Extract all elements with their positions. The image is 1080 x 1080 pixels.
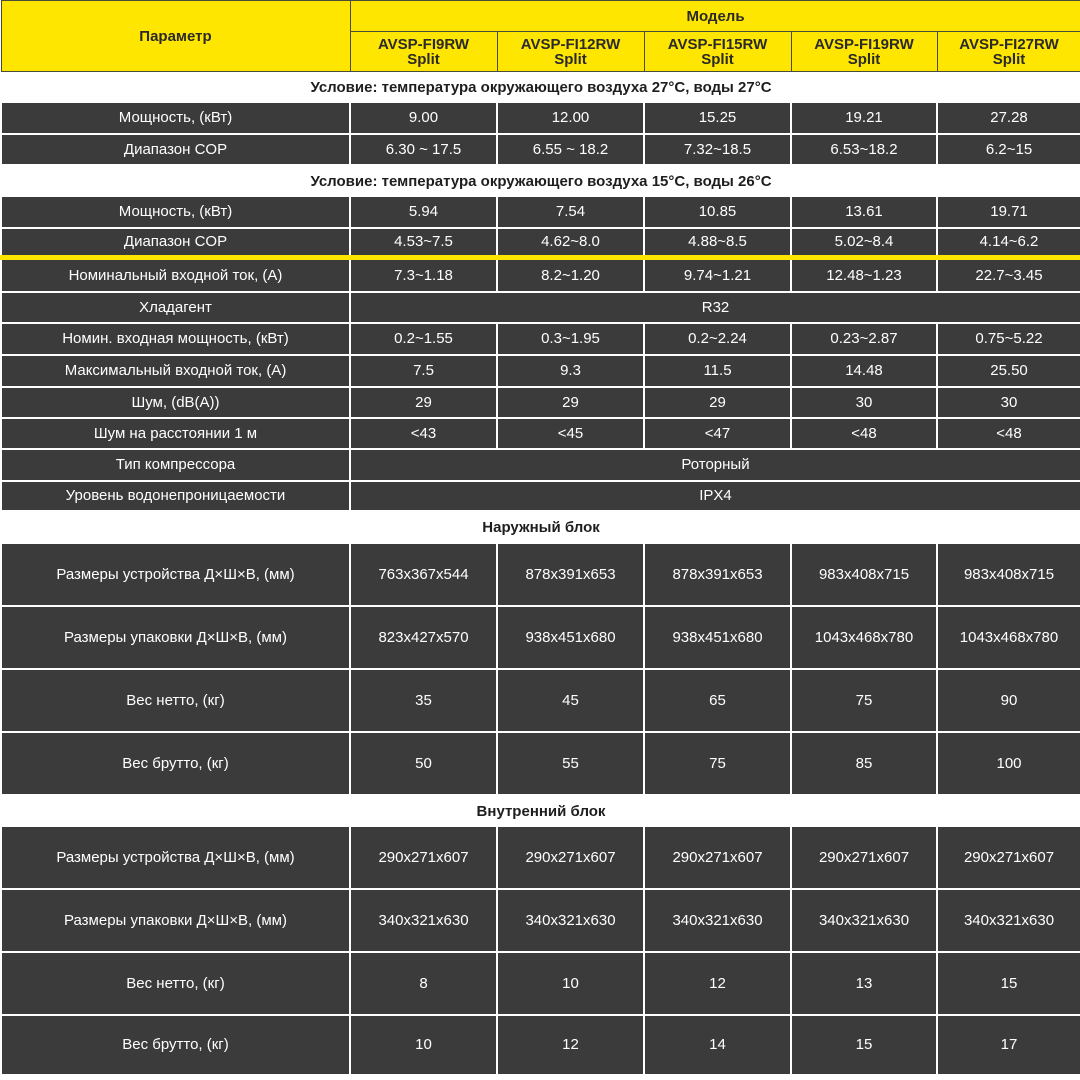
row-label: Диапазон COP [1,134,350,165]
model-column-header [644,32,791,72]
cell-value: 30 [937,387,1080,418]
merged-cell-value: Роторный [350,449,1080,481]
cell-value: <48 [937,418,1080,449]
cell-value: 823x427x570 [350,606,497,669]
cell-value: 6.2~15 [937,134,1080,165]
merged-cell-value: R32 [350,292,1080,323]
cell-value: 85 [791,732,937,795]
cell-value: 10 [350,1015,497,1075]
table-row [1,669,1080,732]
cell-value: 7.3~1.18 [350,258,497,292]
table-row [1,134,1080,165]
model-column-header [497,32,644,72]
row-label: Размеры устройства Д×Ш×В, (мм) [1,827,350,889]
model-name: AVSP-FI9RW [377,35,470,53]
model-type: Split [701,50,734,68]
row-label: Размеры устройства Д×Ш×В, (мм) [1,544,350,606]
table-row [1,355,1080,387]
cell-value: 100 [937,732,1080,795]
cell-value: 30 [791,387,937,418]
cell-value: <45 [497,418,644,449]
cell-value: 5.02~8.4 [791,228,937,258]
row-label: Мощность, (кВт) [1,103,350,134]
cell-value: 19.21 [791,103,937,134]
cell-value: 15 [937,952,1080,1015]
table-row [1,387,1080,418]
cell-value: 7.32~18.5 [644,134,791,165]
cell-value: 13.61 [791,197,937,228]
row-label: Мощность, (кВт) [1,197,350,228]
cell-value: 65 [644,669,791,732]
cell-value: 14.48 [791,355,937,387]
row-label: Вес нетто, (кг) [1,952,350,1015]
cell-value: 4.88~8.5 [644,228,791,258]
model-type: Split [407,50,440,68]
cell-value: 6.53~18.2 [791,134,937,165]
row-label: Максимальный входной ток, (А) [1,355,350,387]
cell-value: 75 [791,669,937,732]
cell-value: 878x391x653 [644,544,791,606]
table-row [1,481,1080,511]
cell-value: 0.2~1.55 [350,323,497,355]
model-type: Split [847,50,881,68]
cell-value: 0.3~1.95 [497,323,644,355]
indoor-section-title: Внутренний блок [1,795,1080,827]
table-row [1,292,1080,323]
cell-value: 290x271x607 [350,827,497,889]
cell-value: <43 [350,418,497,449]
cell-value: 290x271x607 [937,827,1080,889]
row-label: Шум, (dB(A)) [1,387,350,418]
cell-value: 12.00 [497,103,644,134]
cell-value: 12 [497,1015,644,1075]
table-row [1,889,1080,952]
table-row [1,1015,1080,1075]
cell-value: 55 [497,732,644,795]
cell-value: 938x451x680 [644,606,791,669]
cell-value: 7.5 [350,355,497,387]
model-name: AVSP-FI19RW [814,35,914,53]
model-column-header [350,32,497,72]
cell-value: 983x408x715 [937,544,1080,606]
model-name: AVSP-FI12RW [520,35,621,53]
table-row [1,606,1080,669]
table-row [1,228,1080,258]
cell-value: <48 [791,418,937,449]
row-label: Вес брутто, (кг) [1,1015,350,1075]
model-name: AVSP-FI15RW [667,35,768,53]
model-name: AVSP-FI27RW [959,35,1059,53]
cell-value: 14 [644,1015,791,1075]
table-row [1,103,1080,134]
row-label: Номин. входная мощность, (кВт) [1,323,350,355]
cell-value: 10 [497,952,644,1015]
model-header: Модель [350,1,1080,32]
cell-value: 290x271x607 [497,827,644,889]
condition-title-1: Условие: температура окружающего воздуха 27°C, воды 27°C [1,72,1080,103]
cell-value: 11.5 [644,355,791,387]
row-label: Номинальный входной ток, (А) [1,258,350,292]
row-label: Тип компрессора [1,449,350,481]
table-row [1,197,1080,228]
cell-value: 4.14~6.2 [937,228,1080,258]
cell-value: 1043x468x780 [791,606,937,669]
cell-value: 29 [497,387,644,418]
cell-value: 45 [497,669,644,732]
table-row [1,732,1080,795]
cell-value: 340x321x630 [644,889,791,952]
cell-value: 7.54 [497,197,644,228]
cell-value: 290x271x607 [644,827,791,889]
cell-value: 9.74~1.21 [644,258,791,292]
condition-title-2: Условие: температура окружающего воздуха 15°C, воды 26°C [1,165,1080,197]
cell-value: 290x271x607 [791,827,937,889]
param-header: Параметр [1,1,350,72]
outdoor-section-title: Наружный блок [1,511,1080,544]
model-column-header [937,32,1080,72]
table-row [1,544,1080,606]
cell-value: 763x367x544 [350,544,497,606]
cell-value: 90 [937,669,1080,732]
cell-value: 340x321x630 [937,889,1080,952]
cell-value: 15 [791,1015,937,1075]
cell-value: 12 [644,952,791,1015]
cell-value: 29 [350,387,497,418]
cell-value: 8.2~1.20 [497,258,644,292]
cell-value: 983x408x715 [791,544,937,606]
cell-value: 17 [937,1015,1080,1075]
model-type: Split [992,50,1026,68]
cell-value: 340x321x630 [350,889,497,952]
row-label: Вес брутто, (кг) [1,732,350,795]
cell-value: 0.75~5.22 [937,323,1080,355]
cell-value: 5.94 [350,197,497,228]
cell-value: 6.55 ~ 18.2 [497,134,644,165]
cell-value: 0.23~2.87 [791,323,937,355]
table-row [1,827,1080,889]
cell-value: 22.7~3.45 [937,258,1080,292]
row-label: Размеры упаковки Д×Ш×В, (мм) [1,606,350,669]
cell-value: 340x321x630 [791,889,937,952]
cell-value: 9.00 [350,103,497,134]
cell-value: 8 [350,952,497,1015]
row-label: Уровень водонепроницаемости [1,481,350,511]
cell-value: 6.30 ~ 17.5 [350,134,497,165]
cell-value: 75 [644,732,791,795]
row-label: Диапазон COP [1,228,350,258]
cell-value: 13 [791,952,937,1015]
table-row [1,258,1080,292]
table-row [1,449,1080,481]
row-label: Размеры упаковки Д×Ш×В, (мм) [1,889,350,952]
table-row [1,952,1080,1015]
cell-value: 10.85 [644,197,791,228]
table-row [1,418,1080,449]
cell-value: 9.3 [497,355,644,387]
cell-value: 0.2~2.24 [644,323,791,355]
cell-value: 1043x468x780 [937,606,1080,669]
table-row [1,323,1080,355]
cell-value: 4.53~7.5 [350,228,497,258]
model-type: Split [554,50,587,68]
merged-cell-value: IPX4 [350,481,1080,511]
cell-value: 15.25 [644,103,791,134]
row-label: Хладагент [1,292,350,323]
cell-value: 4.62~8.0 [497,228,644,258]
cell-value: 340x321x630 [497,889,644,952]
cell-value: 29 [644,387,791,418]
cell-value: 50 [350,732,497,795]
cell-value: 25.50 [937,355,1080,387]
cell-value: 27.28 [937,103,1080,134]
cell-value: 19.71 [937,197,1080,228]
cell-value: <47 [644,418,791,449]
cell-value: 938x451x680 [497,606,644,669]
model-column-header [791,32,937,72]
cell-value: 878x391x653 [497,544,644,606]
row-label: Шум на расстоянии 1 м [1,418,350,449]
cell-value: 35 [350,669,497,732]
row-label: Вес нетто, (кг) [1,669,350,732]
cell-value: 12.48~1.23 [791,258,937,292]
